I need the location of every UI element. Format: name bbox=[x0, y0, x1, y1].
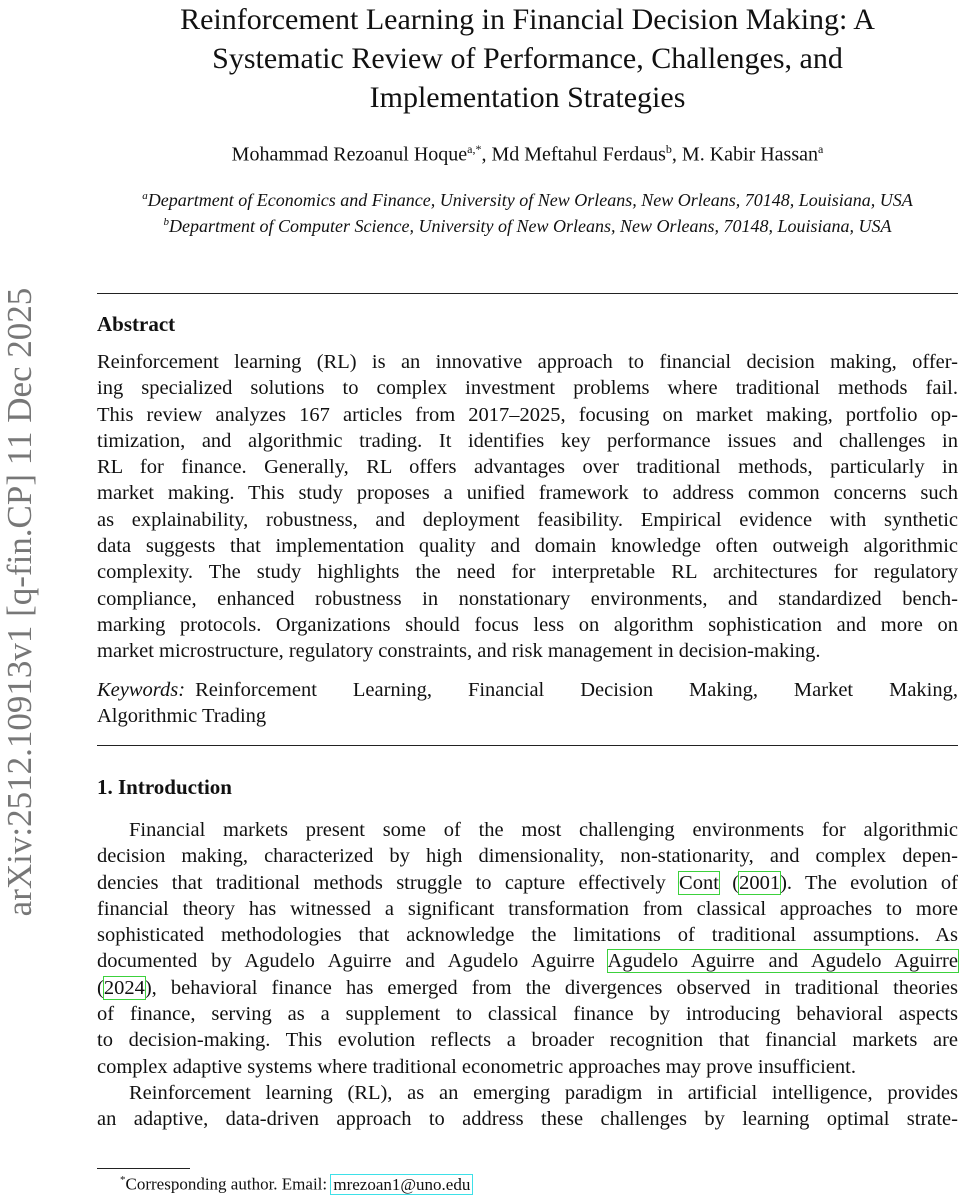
citation-link[interactable]: 2024 bbox=[103, 976, 145, 999]
divider bbox=[97, 293, 958, 294]
footnote-rule bbox=[97, 1168, 190, 1169]
footnote-marker: * bbox=[120, 1174, 126, 1186]
text-line: complex adaptive systems where traditional econometric approaches may prove insufficient. bbox=[97, 1055, 857, 1078]
text-line: Reinforcement learning (RL), as an emerging paradigm in artificial intelligence, provides bbox=[129, 1081, 958, 1104]
introduction-body bbox=[97, 817, 958, 1133]
divider bbox=[97, 745, 958, 746]
author-sup: a bbox=[818, 142, 824, 156]
text-line: Financial markets present some of the most challenging environments for algorithmic bbox=[129, 819, 958, 841]
text-line: documented by Agudelo Aguirre and Agudelo Aguirre Agudelo Aguirre and Agudelo Aguirre bbox=[97, 950, 958, 973]
title-line: Implementation Strategies bbox=[369, 81, 686, 114]
author-name: M. Kabir Hassan bbox=[681, 143, 818, 166]
footnote-text: Corresponding author. Email: bbox=[125, 1174, 332, 1194]
text-line: market making. This study proposes a unified framework to address common concerns such bbox=[97, 482, 958, 505]
keywords-text: Reinforcement Learning, Financial Decision Making, Market Making, bbox=[195, 679, 958, 701]
email-link[interactable]: mrezoan1@uno.edu bbox=[333, 1174, 471, 1194]
text-line: data suggests that implementation quality and domain knowledge often outweigh algorithmic bbox=[97, 535, 958, 558]
author-name: Md Meftahul Ferdaus bbox=[491, 143, 666, 166]
affiliations bbox=[97, 185, 958, 237]
section-heading: 1. Introduction bbox=[97, 775, 232, 799]
text-line: Reinforcement learning (RL) is an innovative approach to financial decision making, offer- bbox=[97, 351, 958, 373]
text-line: (2024), behavioral finance has emerged from the divergences observed in traditional theories bbox=[97, 976, 958, 999]
aff-sup: a bbox=[142, 190, 148, 202]
abstract-heading: Abstract bbox=[97, 312, 176, 336]
author-sup: b bbox=[665, 142, 672, 156]
title-line: Reinforcement Learning in Financial Decision Making: A bbox=[180, 3, 875, 36]
text-line: complexity. The study highlights the need for interpretable RL architectures for regulatory bbox=[97, 561, 958, 584]
text-line: dencies that traditional methods struggle to capture effectively Cont (2001). The evolution of bbox=[97, 871, 958, 894]
aff-text: Department of Computer Science, University of New Orleans, New Orleans, 70148, Louisiana, USA bbox=[169, 216, 892, 236]
citation-link[interactable]: Agudelo Aguirre and Agudelo Aguirre bbox=[607, 950, 958, 973]
text-line: This review analyzes 167 articles from 2017–2025, focusing on market making, portfolio op- bbox=[97, 403, 958, 426]
aff-sup: b bbox=[163, 216, 170, 228]
text-line: an adaptive, data-driven approach to address these challenges by learning optimal strate- bbox=[97, 1108, 958, 1131]
title-line: Systematic Review of Performance, Challenges, and bbox=[212, 42, 843, 75]
text-line: timization, and algorithmic trading. It identifies key performance issues and challenges in bbox=[97, 429, 958, 452]
text-line: financial theory has witnessed a significant transformation from classical approaches to more bbox=[97, 897, 958, 920]
text-line: market microstructure, regulatory constraints, and risk management in decision-making. bbox=[97, 640, 821, 663]
text-line: as explainability, robustness, and deployment feasibility. Empirical evidence with synthetic bbox=[97, 508, 958, 531]
author-sup: a,* bbox=[467, 142, 482, 156]
text-line: decision making, characterized by high dimensionality, non-stationarity, and complex depen- bbox=[97, 845, 958, 868]
keywords bbox=[97, 677, 958, 730]
author-list: Mohammad Rezoanul Hoque$^{a,*}$, Md Meftahul Ferdaus$^b$, M. Kabir Hassan$^a$ bbox=[231, 142, 824, 166]
text-line: RL for finance. Generally, RL offers advantages over traditional methods, particularly in bbox=[97, 456, 958, 479]
paper-title bbox=[97, 0, 958, 117]
text-line: to decision-making. This evolution reflects a broader recognition that financial markets are bbox=[97, 1029, 958, 1052]
keywords-label: Keywords: bbox=[97, 679, 186, 701]
abstract-body bbox=[97, 349, 958, 665]
text-line: compliance, enhanced robustness in nonstationary environments, and standardized bench- bbox=[97, 587, 958, 610]
citation-link[interactable]: 2001 bbox=[739, 871, 781, 894]
affiliation bbox=[97, 211, 958, 237]
arxiv-identifier: arXiv:2512.10913v1 [q-fin.CP] 11 Dec 2025 bbox=[0, 287, 39, 917]
text-line: ing specialized solutions to complex investment problems where traditional methods fail. bbox=[97, 377, 958, 400]
text-line: of finance, serving as a supplement to classical finance by introducing behavioral aspects bbox=[97, 1003, 958, 1026]
text-line: marking protocols. Organizations should focus less on algorithm sophistication and more on bbox=[97, 613, 958, 636]
aff-text: Department of Economics and Finance, University of New Orleans, New Orleans, 70148, Louisiana, USA bbox=[147, 190, 913, 210]
text-line: sophisticated methodologies that acknowledge the limitations of traditional assumptions. As bbox=[97, 924, 958, 947]
footnote bbox=[120, 1174, 472, 1195]
keywords-text: Algorithmic Trading bbox=[97, 705, 267, 728]
author-name: Mohammad Rezoanul Hoque bbox=[231, 143, 468, 166]
citation-link[interactable]: Cont bbox=[679, 871, 719, 894]
affiliation bbox=[97, 185, 958, 211]
